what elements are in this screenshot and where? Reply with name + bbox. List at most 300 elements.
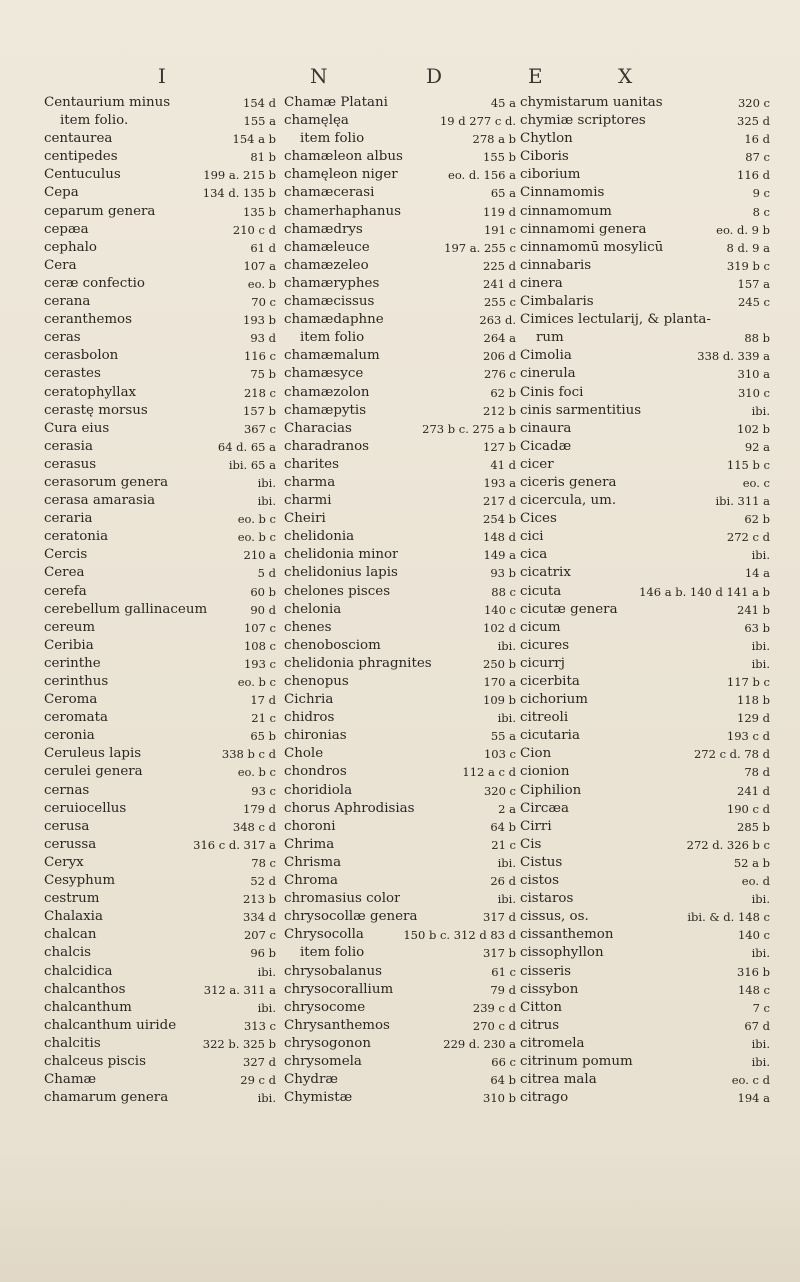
index-reference: ibi. bbox=[497, 892, 516, 907]
index-term: cerebellum gallinaceum bbox=[44, 601, 208, 617]
index-entry bbox=[284, 836, 520, 854]
index-entry bbox=[520, 800, 774, 818]
index-term: charadranos bbox=[284, 438, 370, 454]
index-reference: 103 c bbox=[483, 747, 516, 762]
index-term: cicum bbox=[520, 619, 561, 635]
index-term: chamæmalum bbox=[284, 348, 380, 364]
index-reference: 150 b c. 312 d 83 d bbox=[403, 928, 516, 943]
index-reference: 241 b bbox=[737, 602, 770, 617]
index-reference: eo. b c bbox=[237, 512, 276, 527]
index-term: Ciboris bbox=[520, 149, 569, 165]
index-entry bbox=[284, 1017, 520, 1035]
index-reference: 112 a c d bbox=[462, 765, 516, 780]
index-entry bbox=[520, 854, 774, 872]
index-term: Cinis foci bbox=[520, 384, 584, 400]
index-reference: 8 c bbox=[752, 204, 770, 219]
index-reference: 64 d. 65 a bbox=[217, 439, 276, 454]
index-entry bbox=[44, 402, 280, 420]
index-entry bbox=[284, 311, 520, 329]
index-reference: 16 d bbox=[744, 132, 770, 147]
index-entry bbox=[284, 94, 520, 112]
index-term: chamerhaphanus bbox=[284, 203, 402, 219]
index-term: cinnamomum bbox=[520, 203, 612, 219]
index-term: chalcanthos bbox=[44, 981, 126, 997]
index-reference: 9 c bbox=[752, 186, 770, 201]
index-reference: 55 a bbox=[490, 729, 516, 744]
index-entry bbox=[284, 655, 520, 673]
index-term: Cheiri bbox=[284, 511, 326, 527]
index-term: chalcis bbox=[44, 945, 92, 961]
index-term: chrysomela bbox=[284, 1053, 362, 1069]
index-entry bbox=[520, 782, 774, 800]
index-term: cistos bbox=[520, 873, 559, 889]
index-term: cisseris bbox=[520, 963, 572, 979]
index-term: cicuta bbox=[520, 583, 562, 599]
index-term: charma bbox=[284, 474, 336, 490]
index-entry bbox=[284, 528, 520, 546]
index-term: Cimolia bbox=[520, 348, 572, 364]
index-reference: 17 d bbox=[250, 693, 276, 708]
index-reference: 5 d bbox=[257, 566, 276, 581]
index-reference: 115 b c bbox=[726, 457, 770, 472]
index-entry bbox=[520, 510, 774, 528]
index-entry bbox=[284, 203, 520, 221]
index-reference: 194 a bbox=[737, 1091, 770, 1106]
index-entry bbox=[284, 275, 520, 293]
index-reference: ibi. bbox=[751, 548, 770, 563]
index-reference: 52 d bbox=[250, 874, 276, 889]
index-columns bbox=[44, 94, 774, 1107]
index-entry bbox=[44, 510, 280, 528]
index-reference: ibi. bbox=[751, 656, 770, 671]
index-term: chalcanthum uiride bbox=[44, 1017, 177, 1033]
index-entry bbox=[44, 1071, 280, 1089]
index-term: Chrisma bbox=[284, 854, 342, 870]
index-column-2 bbox=[284, 94, 520, 1107]
index-term: cerana bbox=[44, 294, 91, 310]
index-term: Cis bbox=[520, 836, 542, 852]
index-reference: 88 b bbox=[744, 331, 770, 346]
index-term: cissophyllon bbox=[520, 945, 604, 961]
index-reference: 93 b bbox=[490, 566, 516, 581]
index-term: chromasius color bbox=[284, 891, 401, 907]
index-term: cernas bbox=[44, 782, 90, 798]
index-term: chamæzeleo bbox=[284, 257, 369, 273]
index-entry bbox=[284, 782, 520, 800]
index-term: chrysobalanus bbox=[284, 963, 382, 979]
index-term: ceraria bbox=[44, 511, 93, 527]
index-reference: ibi. bbox=[497, 711, 516, 726]
index-term: centaurea bbox=[44, 131, 113, 147]
index-reference: 207 c bbox=[243, 928, 276, 943]
index-reference: 117 b c bbox=[726, 675, 770, 689]
index-term: cinis sarmentitius bbox=[520, 402, 642, 418]
index-entry bbox=[520, 293, 774, 311]
index-entry bbox=[284, 365, 520, 383]
index-term: cepæa bbox=[44, 221, 89, 237]
index-entry bbox=[520, 130, 774, 148]
index-term: Centaurium minus bbox=[44, 95, 171, 110]
index-reference: ibi. bbox=[497, 638, 516, 653]
index-term: Cinnamomis bbox=[520, 185, 605, 201]
index-entry bbox=[44, 456, 280, 474]
index-entry bbox=[284, 818, 520, 836]
index-entry bbox=[284, 1089, 520, 1107]
index-entry bbox=[284, 800, 520, 818]
index-entry bbox=[44, 854, 280, 872]
index-entry bbox=[520, 963, 774, 981]
index-term: chelidonia minor bbox=[284, 547, 399, 563]
index-reference: 67 d bbox=[744, 1018, 770, 1033]
index-entry bbox=[284, 926, 520, 944]
index-term: chamæcerasi bbox=[284, 185, 375, 201]
index-entry bbox=[520, 944, 774, 962]
index-entry bbox=[284, 420, 520, 438]
index-entry bbox=[44, 564, 280, 582]
index-term: chondros bbox=[284, 764, 347, 780]
index-entry bbox=[284, 673, 520, 691]
index-term: Ciphilion bbox=[520, 782, 582, 798]
index-entry bbox=[284, 148, 520, 166]
index-reference: ibi. 311 a bbox=[715, 494, 770, 509]
index-reference: ibi. bbox=[257, 494, 276, 509]
index-entry bbox=[520, 908, 774, 926]
index-reference: 255 c bbox=[483, 295, 516, 310]
index-term: Chrysocolla bbox=[284, 927, 364, 943]
index-term: Cichria bbox=[284, 692, 334, 708]
index-entry bbox=[284, 763, 520, 781]
index-reference: 29 c d bbox=[240, 1073, 276, 1088]
index-term: cica bbox=[520, 547, 548, 563]
index-term: Chalaxia bbox=[44, 909, 103, 925]
index-term: ceranthemos bbox=[44, 312, 132, 328]
index-entry bbox=[44, 293, 280, 311]
index-term: cichorium bbox=[520, 692, 588, 708]
index-term: cissybon bbox=[520, 981, 579, 997]
index-entry bbox=[284, 166, 520, 184]
index-entry bbox=[44, 800, 280, 818]
index-term: Cicadæ bbox=[520, 438, 572, 454]
index-reference: 317 b bbox=[483, 946, 516, 961]
index-term: item folio. bbox=[60, 113, 129, 129]
index-term: ceræ confectio bbox=[44, 275, 145, 291]
index-term: Cura eius bbox=[44, 420, 110, 436]
index-term: cinnamomi genera bbox=[520, 221, 647, 237]
index-reference: 212 b bbox=[483, 403, 516, 418]
index-reference: 338 b c d bbox=[221, 747, 276, 762]
index-entry bbox=[284, 221, 520, 239]
index-reference: 217 d bbox=[483, 494, 516, 509]
index-reference: 116 c bbox=[243, 349, 276, 364]
index-entry bbox=[284, 438, 520, 456]
index-reference: eo. b c bbox=[237, 765, 276, 780]
index-reference: 149 a bbox=[483, 548, 516, 563]
index-entry bbox=[44, 745, 280, 763]
index-term: Cepa bbox=[44, 185, 79, 201]
index-entry bbox=[44, 619, 280, 637]
index-entry bbox=[44, 727, 280, 745]
index-term: cissanthemon bbox=[520, 927, 614, 943]
index-reference: 78 d bbox=[744, 765, 770, 780]
index-entry bbox=[284, 908, 520, 926]
index-entry bbox=[284, 456, 520, 474]
index-term: cicercula, um. bbox=[520, 493, 617, 509]
index-reference: eo. d. 9 b bbox=[716, 222, 770, 237]
index-reference: ibi. bbox=[751, 1036, 770, 1051]
index-reference: 254 b bbox=[483, 512, 516, 527]
index-entry bbox=[284, 691, 520, 709]
index-entry bbox=[284, 564, 520, 582]
index-reference: 96 b bbox=[250, 946, 276, 961]
index-reference: 179 d bbox=[243, 801, 276, 816]
index-reference: ibi. bbox=[751, 946, 770, 961]
index-reference: 78 c bbox=[251, 855, 276, 870]
index-entry bbox=[520, 166, 774, 184]
index-reference: ibi. bbox=[497, 855, 516, 870]
index-reference: eo. b c bbox=[237, 675, 276, 689]
index-entry bbox=[44, 944, 280, 962]
index-reference: 272 c d. 78 d bbox=[693, 747, 770, 762]
index-entry bbox=[44, 963, 280, 981]
index-reference: 317 d bbox=[483, 910, 516, 925]
index-entry bbox=[520, 239, 774, 257]
index-reference: 88 c bbox=[491, 584, 516, 599]
index-reference: 278 a b bbox=[472, 132, 516, 147]
index-entry bbox=[44, 1053, 280, 1071]
index-reference: ibi. & d. 148 c bbox=[687, 910, 770, 925]
header-letter: I bbox=[158, 64, 167, 88]
index-entry bbox=[44, 1017, 280, 1035]
index-term: cerastę morsus bbox=[44, 402, 148, 418]
index-term: Citton bbox=[520, 999, 562, 1015]
index-term: ceronia bbox=[44, 728, 95, 744]
index-reference: 193 c d bbox=[726, 729, 770, 744]
index-reference: ibi. bbox=[257, 1091, 276, 1106]
index-reference: 199 a. 215 b bbox=[203, 168, 276, 183]
index-term: chamæpytis bbox=[284, 402, 367, 418]
index-entry bbox=[44, 601, 280, 619]
index-term: citromela bbox=[520, 1035, 585, 1051]
index-reference: 61 d bbox=[250, 240, 276, 255]
index-entry bbox=[520, 1053, 774, 1071]
index-reference: 61 c bbox=[491, 964, 516, 979]
index-term: ceromata bbox=[44, 710, 108, 726]
index-entry bbox=[44, 203, 280, 221]
index-entry bbox=[284, 637, 520, 655]
index-term: Cirri bbox=[520, 818, 552, 834]
index-entry bbox=[520, 492, 774, 510]
index-entry bbox=[44, 130, 280, 148]
index-entry bbox=[284, 239, 520, 257]
index-term: Ceribia bbox=[44, 637, 94, 653]
index-term: chelones pisces bbox=[284, 583, 391, 599]
index-reference: ibi. bbox=[751, 1054, 770, 1069]
index-reference: 310 c bbox=[737, 385, 770, 400]
index-term: Cices bbox=[520, 511, 557, 527]
index-entry bbox=[520, 438, 774, 456]
index-entry bbox=[520, 727, 774, 745]
index-reference: 14 a bbox=[744, 566, 770, 581]
index-term: cionion bbox=[520, 764, 570, 780]
index-entry bbox=[44, 999, 280, 1017]
index-term: chalcan bbox=[44, 927, 97, 943]
index-entry bbox=[520, 890, 774, 908]
index-entry bbox=[520, 691, 774, 709]
index-entry bbox=[520, 818, 774, 836]
index-reference: eo. d. 156 a bbox=[448, 168, 516, 183]
index-entry bbox=[284, 1053, 520, 1071]
index-reference: 312 a. 311 a bbox=[203, 982, 276, 997]
index-term: cinaura bbox=[520, 420, 572, 436]
index-reference: 225 d bbox=[483, 258, 516, 273]
index-reference: 109 b bbox=[483, 693, 516, 708]
index-reference: 8 d. 9 a bbox=[726, 240, 770, 255]
index-term: cerinthe bbox=[44, 655, 101, 671]
index-entry bbox=[44, 112, 280, 130]
index-reference: 21 c bbox=[251, 711, 276, 726]
index-term: chymiæ scriptores bbox=[520, 113, 646, 129]
index-reference: 170 a bbox=[483, 675, 516, 689]
index-reference: 322 b. 325 b bbox=[202, 1036, 276, 1051]
index-entry bbox=[284, 112, 520, 130]
paper-shading bbox=[0, 1150, 800, 1282]
index-entry bbox=[520, 637, 774, 655]
index-entry bbox=[520, 112, 774, 130]
index-entry bbox=[44, 583, 280, 601]
index-term: Cesyphum bbox=[44, 873, 116, 889]
index-reference: 272 c d bbox=[726, 530, 770, 545]
index-entry bbox=[520, 94, 774, 112]
index-term: rum bbox=[536, 330, 564, 346]
index-term: Cimices lectularij, & planta- bbox=[520, 312, 711, 328]
index-term: cerasia bbox=[44, 438, 93, 454]
index-reference: 157 a bbox=[737, 276, 770, 291]
index-entry bbox=[284, 944, 520, 962]
index-entry bbox=[520, 546, 774, 564]
index-entry bbox=[284, 510, 520, 528]
index-term: cistaros bbox=[520, 891, 574, 907]
index-entry bbox=[284, 727, 520, 745]
index-entry bbox=[520, 655, 774, 673]
index-reference: ibi. bbox=[751, 403, 770, 418]
index-entry bbox=[520, 384, 774, 402]
index-reference: 325 d bbox=[737, 114, 770, 129]
index-reference: 129 d bbox=[737, 711, 770, 726]
index-entry bbox=[44, 782, 280, 800]
index-reference: 140 c bbox=[737, 928, 770, 943]
index-term: ceratophyllax bbox=[44, 384, 137, 400]
index-entry bbox=[520, 745, 774, 763]
index-reference: 155 b bbox=[483, 150, 516, 165]
index-reference: 263 d. bbox=[479, 313, 516, 328]
index-entry bbox=[284, 890, 520, 908]
index-reference: 313 c bbox=[243, 1018, 276, 1033]
index-entry bbox=[520, 1089, 774, 1107]
index-term: cici bbox=[520, 529, 544, 545]
index-term: Cercis bbox=[44, 547, 88, 563]
index-term: Chroma bbox=[284, 873, 339, 889]
index-term: citrinum pomum bbox=[520, 1053, 633, 1069]
index-reference: 118 b bbox=[737, 693, 770, 708]
index-entry bbox=[44, 763, 280, 781]
index-term: Cistus bbox=[520, 854, 563, 870]
index-reference: 327 d bbox=[243, 1054, 276, 1069]
index-term: cicures bbox=[520, 637, 570, 653]
index-term: Chamæ Platani bbox=[284, 95, 388, 110]
index-term: Chydræ bbox=[284, 1072, 338, 1088]
index-entry bbox=[44, 492, 280, 510]
index-term: Chymistæ bbox=[284, 1090, 353, 1106]
index-entry bbox=[284, 130, 520, 148]
index-entry bbox=[520, 1035, 774, 1053]
index-entry bbox=[520, 148, 774, 166]
index-term: item folio bbox=[300, 131, 365, 147]
index-entry bbox=[44, 257, 280, 275]
index-term: chamæzolon bbox=[284, 384, 370, 400]
index-entry bbox=[520, 456, 774, 474]
index-term: cinnamomū mosylicū bbox=[520, 239, 664, 255]
index-entry bbox=[44, 221, 280, 239]
index-term: cerasbolon bbox=[44, 348, 119, 364]
index-reference: 108 c bbox=[243, 638, 276, 653]
index-entry bbox=[284, 329, 520, 347]
index-term: chalcitis bbox=[44, 1035, 101, 1051]
index-reference: 320 c bbox=[483, 783, 516, 798]
index-entry bbox=[284, 184, 520, 202]
index-reference: 316 b bbox=[737, 964, 770, 979]
index-term: cerusa bbox=[44, 818, 90, 834]
index-reference: 66 c bbox=[491, 1054, 516, 1069]
index-reference: 270 c d bbox=[472, 1018, 516, 1033]
index-reference: 62 b bbox=[490, 385, 516, 400]
index-entry bbox=[520, 311, 774, 329]
index-reference: 250 b bbox=[483, 656, 516, 671]
header-letter: D bbox=[426, 64, 444, 88]
index-reference: eo. d bbox=[741, 874, 770, 889]
index-entry bbox=[520, 709, 774, 727]
index-reference: 19 d 277 c d. bbox=[439, 114, 516, 129]
index-column-3 bbox=[520, 94, 774, 1107]
index-term: charmi bbox=[284, 493, 332, 509]
index-term: chamæryphes bbox=[284, 275, 380, 291]
index-term: chamarum genera bbox=[44, 1090, 169, 1106]
index-reference: 107 a bbox=[243, 258, 276, 273]
index-term: Cion bbox=[520, 746, 552, 762]
index-reference: 26 d bbox=[490, 874, 516, 889]
index-entry bbox=[520, 257, 774, 275]
index-term: cerinthus bbox=[44, 674, 109, 689]
index-reference: 218 c bbox=[243, 385, 276, 400]
index-reference: 272 d. 326 b c bbox=[686, 837, 770, 852]
index-entry bbox=[44, 546, 280, 564]
index-term: Cera bbox=[44, 257, 77, 273]
index-reference: 239 c d bbox=[472, 1000, 516, 1015]
index-term: chelonia bbox=[284, 601, 342, 617]
index-reference: 2 a bbox=[498, 801, 516, 816]
index-term: Ceroma bbox=[44, 692, 98, 708]
index-reference: eo. c d bbox=[731, 1073, 770, 1088]
index-reference: 148 d bbox=[483, 530, 516, 545]
index-entry bbox=[44, 239, 280, 257]
index-entry bbox=[520, 1017, 774, 1035]
index-term: Centuculus bbox=[44, 167, 121, 183]
index-reference: 193 c bbox=[243, 656, 276, 671]
index-reference: 320 c bbox=[737, 96, 770, 110]
index-term: ceratonia bbox=[44, 529, 109, 545]
header-letter: E bbox=[528, 64, 544, 88]
index-column-1 bbox=[44, 94, 280, 1107]
header-letter: X bbox=[618, 64, 634, 88]
